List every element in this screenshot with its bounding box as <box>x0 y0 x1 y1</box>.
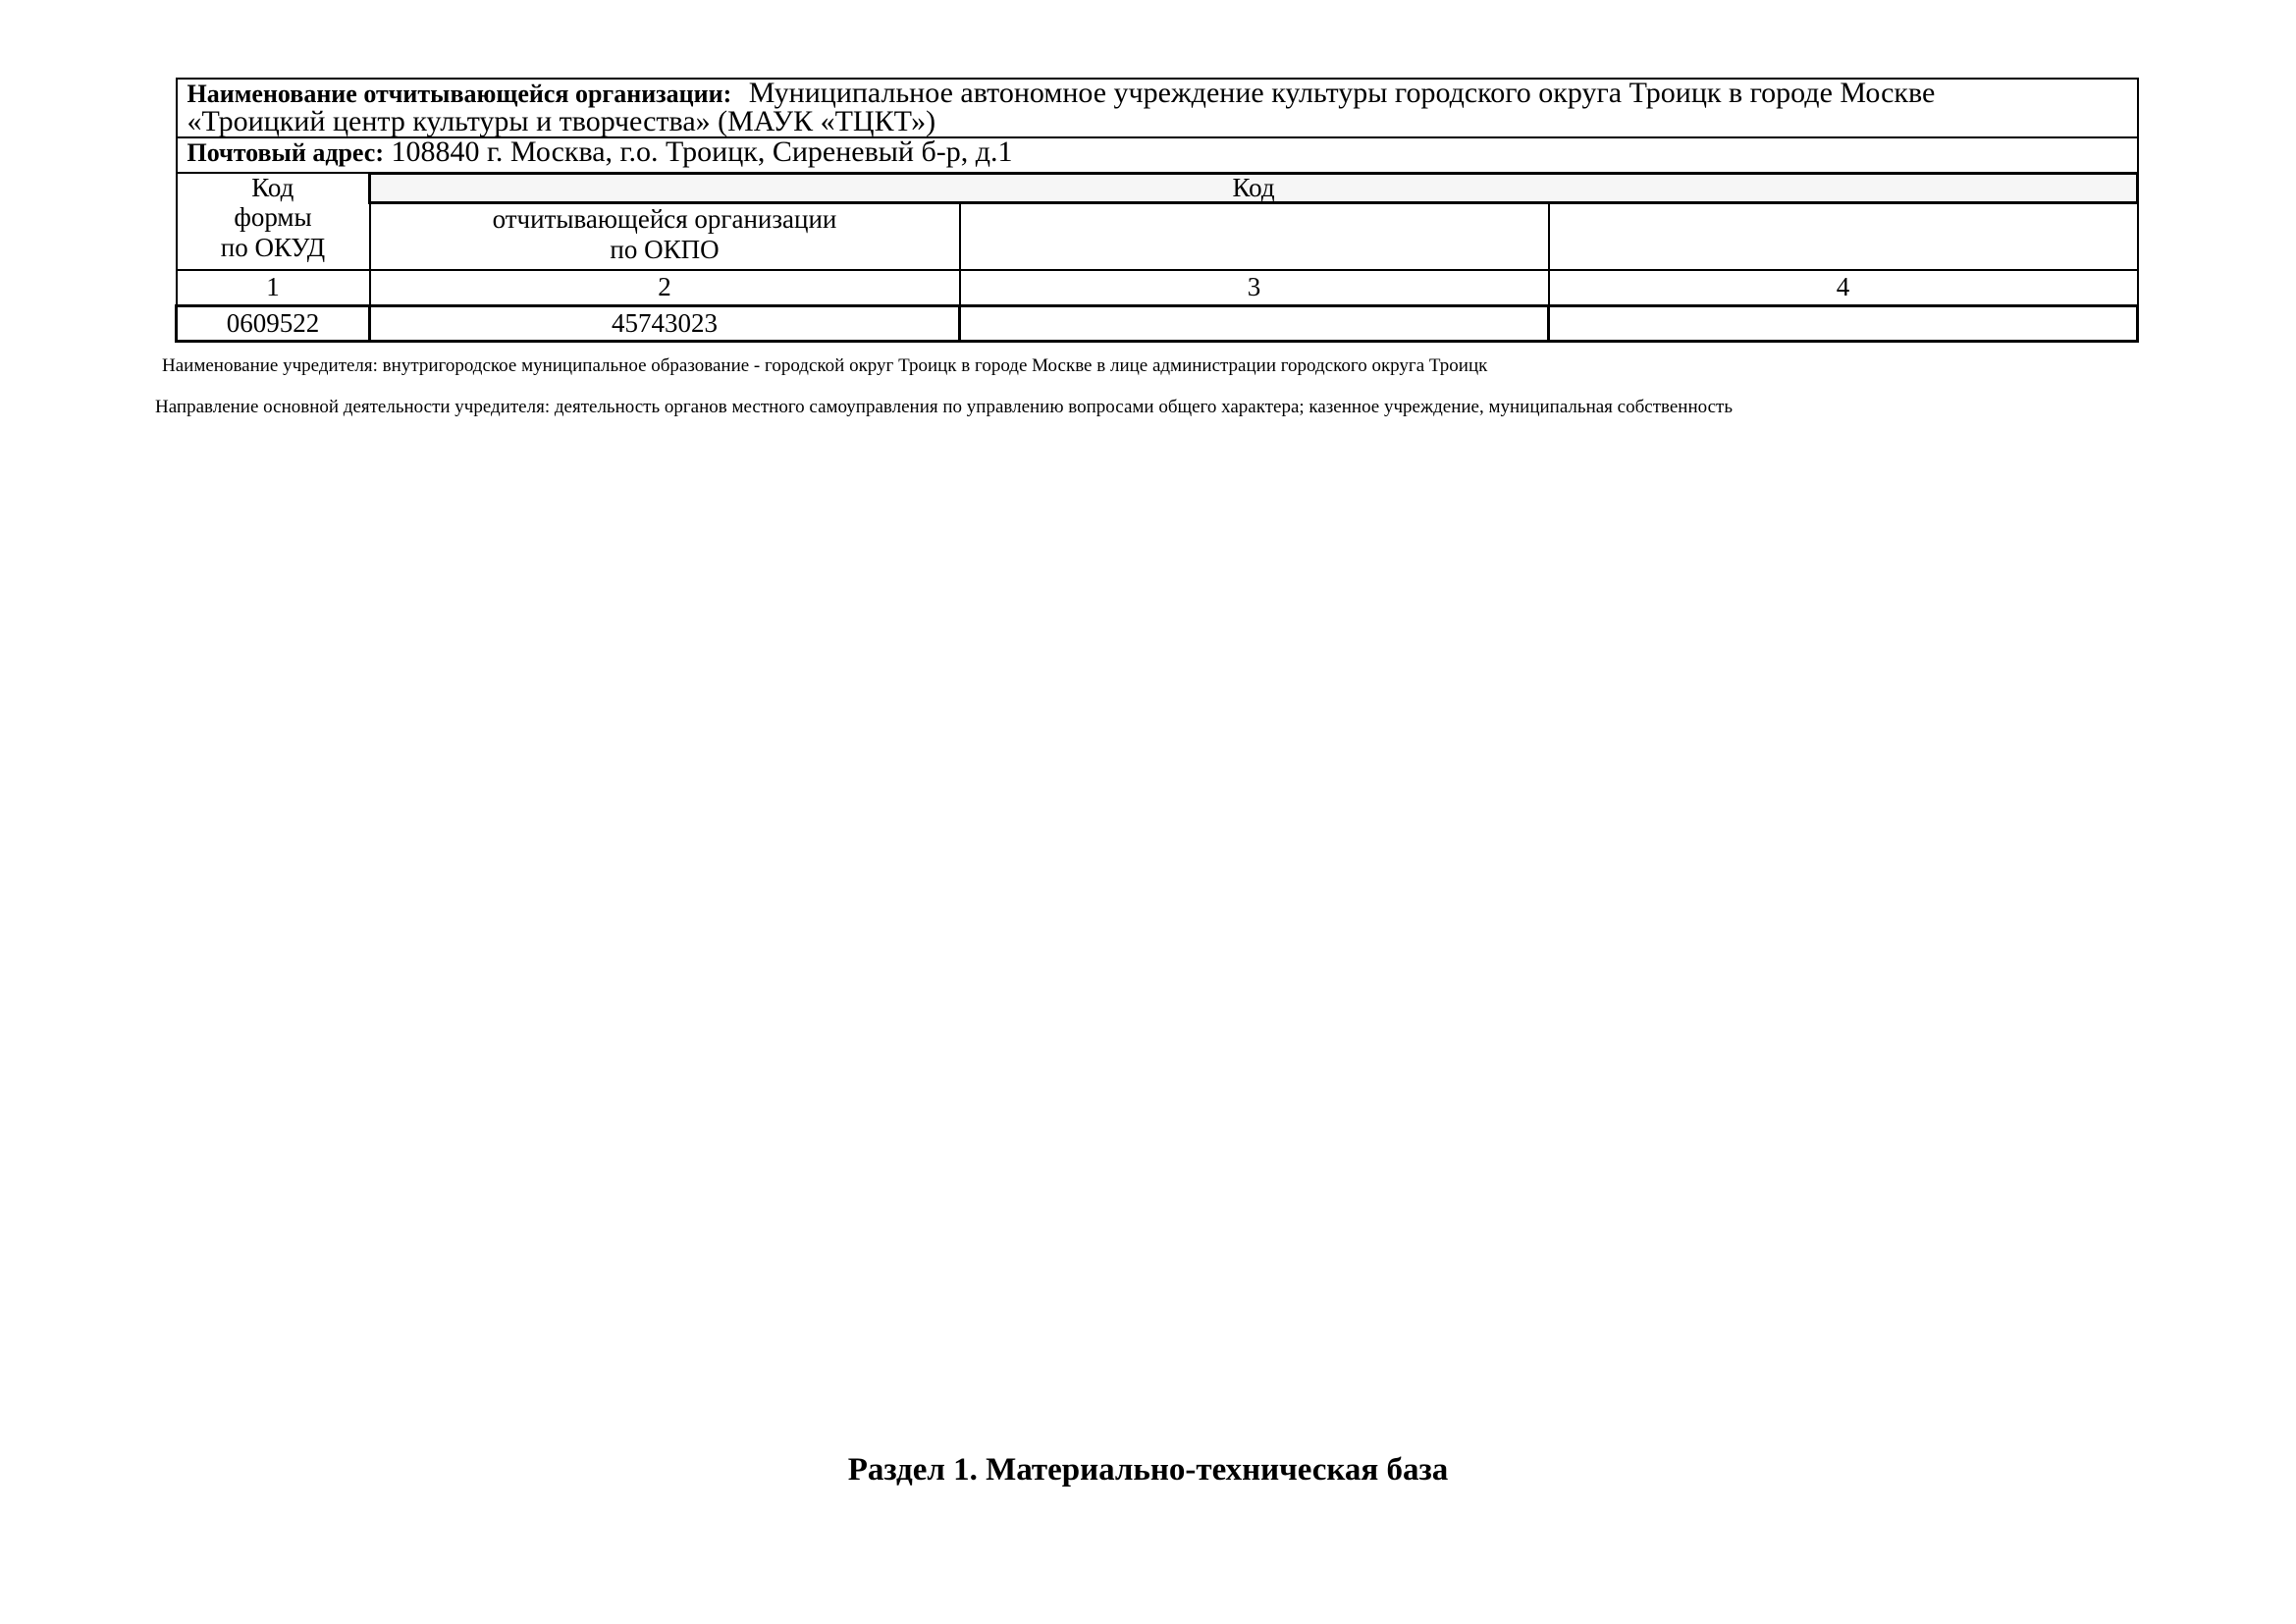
report-header-form <box>175 78 2139 343</box>
codes-subheader-row <box>177 202 2138 270</box>
okud-header-line1: формы <box>234 202 312 233</box>
column-number-1: 1 <box>177 270 370 306</box>
founder-activity-text: Направление основной деятельности учредителя: деятельность органов местного самоуправления по управлению вопросами общего характера; казенное учреждение, муниципальная собственность <box>155 397 1734 417</box>
column-number-3: 3 <box>960 270 1549 306</box>
okud-code-value: 0609522 <box>177 305 370 341</box>
okud-header-line2: по ОКУД <box>220 233 326 263</box>
column-number-2: 2 <box>370 270 960 306</box>
column-number-4: 4 <box>1549 270 2138 306</box>
address-row <box>177 137 2138 174</box>
address-label: Почтовый адрес: <box>187 137 384 167</box>
okud-header-kod: Код <box>177 173 370 202</box>
okpo-header-line2: по ОКПО <box>610 234 720 264</box>
codes-header-row <box>177 173 2138 202</box>
kod-group-header: Код <box>370 173 2138 202</box>
col4-header-cell <box>1549 202 2138 270</box>
codes-values-row <box>177 305 2138 341</box>
col4-code-value <box>1549 305 2138 341</box>
organization-row <box>177 79 2138 137</box>
col3-code-value <box>960 305 1549 341</box>
organization-name-line2: «Троицкий центр культуры и творчества» (МАУК «ТЦКТ») <box>187 104 936 137</box>
section-title: Раздел 1. Материально-техническая база <box>847 1452 1449 1488</box>
organization-cell <box>177 79 2138 137</box>
okpo-code-value: 45743023 <box>370 305 960 341</box>
column-numbers-row <box>177 270 2138 306</box>
address-value: 108840 г. Москва, г.о. Троицк, Сиреневый б-р, д.1 <box>391 135 1013 168</box>
address-cell <box>177 137 2138 174</box>
okpo-header-line1: отчитывающейся организации <box>492 203 837 234</box>
okud-header-cell <box>177 202 370 270</box>
organization-name: Муниципальное автономное учреждение культуры городского округа Троицк в городе Москве <box>748 77 1936 109</box>
organization-label: Наименование отчитывающейся организации: <box>187 80 732 108</box>
col3-header-cell <box>960 202 1549 270</box>
founder-name-text: Наименование учредителя: внутригородское муниципальное образование - городской округ Троицк в городе Москве в лице администрации городского округа Троицк <box>162 355 1488 376</box>
okpo-header-cell <box>370 202 960 270</box>
